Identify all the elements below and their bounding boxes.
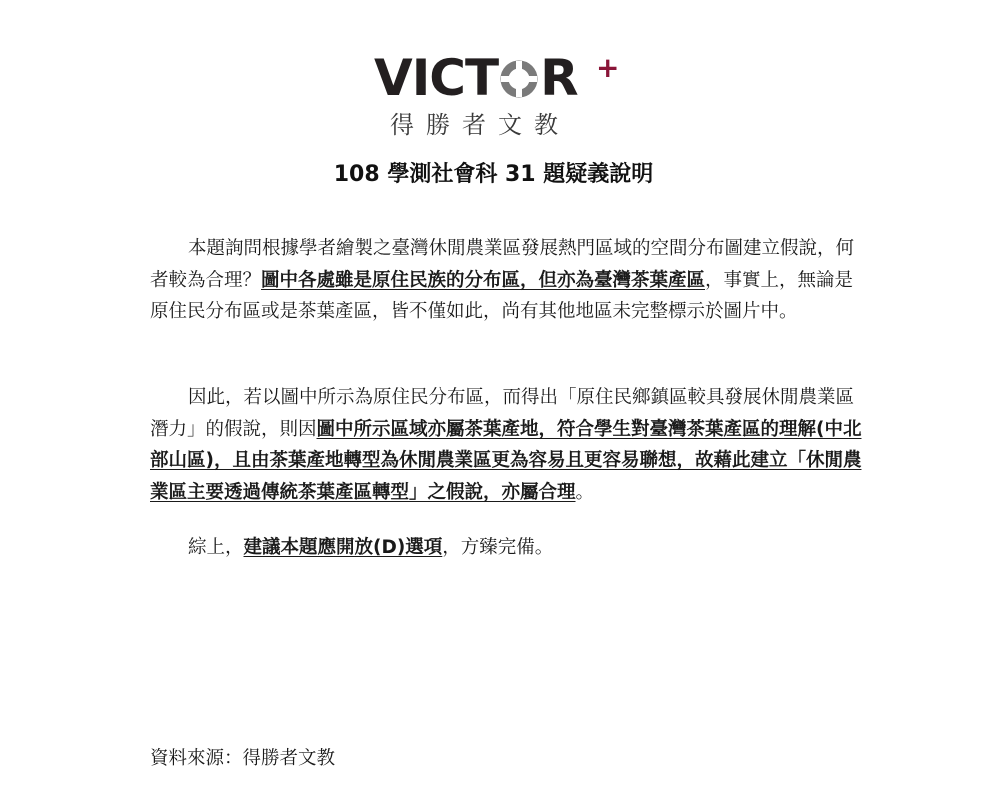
paragraph-3-text-a: 綜上， [188,537,244,558]
paragraph-2 [150,382,870,508]
paragraph-3-text-b: ，方臻完備。 [442,537,554,558]
paragraph-2-text-b: 。 [575,481,595,503]
logo-subtitle: 得勝者文教 [390,111,570,139]
paragraph-2-emphasis: 圖中所示區域亦屬茶葉產地，符合學生對臺灣茶葉產區的理解(中北部山區)，且由茶葉產地轉型為休閒農業區更為容易且更容易聯想，故藉此建立「休閒農業區主要透過傳統茶葉產區轉型」之假說，亦屬合理 [150,418,862,503]
page-title: 108 學測社會科 31 題疑義說明 [333,162,654,187]
logo-plus: + [596,51,620,84]
paragraph-1 [150,233,870,328]
victor-logo [374,49,620,144]
logo-wordmark [374,49,578,107]
logo-text-right: R [540,49,578,107]
paragraph-3-emphasis: 建議本題應開放(D)選項 [243,537,443,558]
logo-text-left: VICT [374,49,499,107]
paragraph-3 [150,532,870,564]
paragraph-1-text-b: ，事實上，無論是原住民分布區或是茶葉產區，皆不僅如此，尚有其他地區未完整標示於圖片中。 [150,269,854,322]
paragraph-1-text-a: 本題詢問根據學者繪製之臺灣休閒農業區發展熱門區域的空間分布圖建立假說，何者較為合理？ [150,238,855,291]
paragraph-1-emphasis: 圖中各處雖是原住民族的分布區，但亦為臺灣茶葉產區 [261,269,706,291]
source-note: 資料來源：得勝者文教 [150,748,336,769]
logo-o-ring-icon [499,56,539,96]
paragraph-2-text-a: 因此，若以圖中所示為原住民分布區，而得出「原住民鄉鎮區較具發展休閒農業區潛力」的假說，則因 [150,387,855,440]
